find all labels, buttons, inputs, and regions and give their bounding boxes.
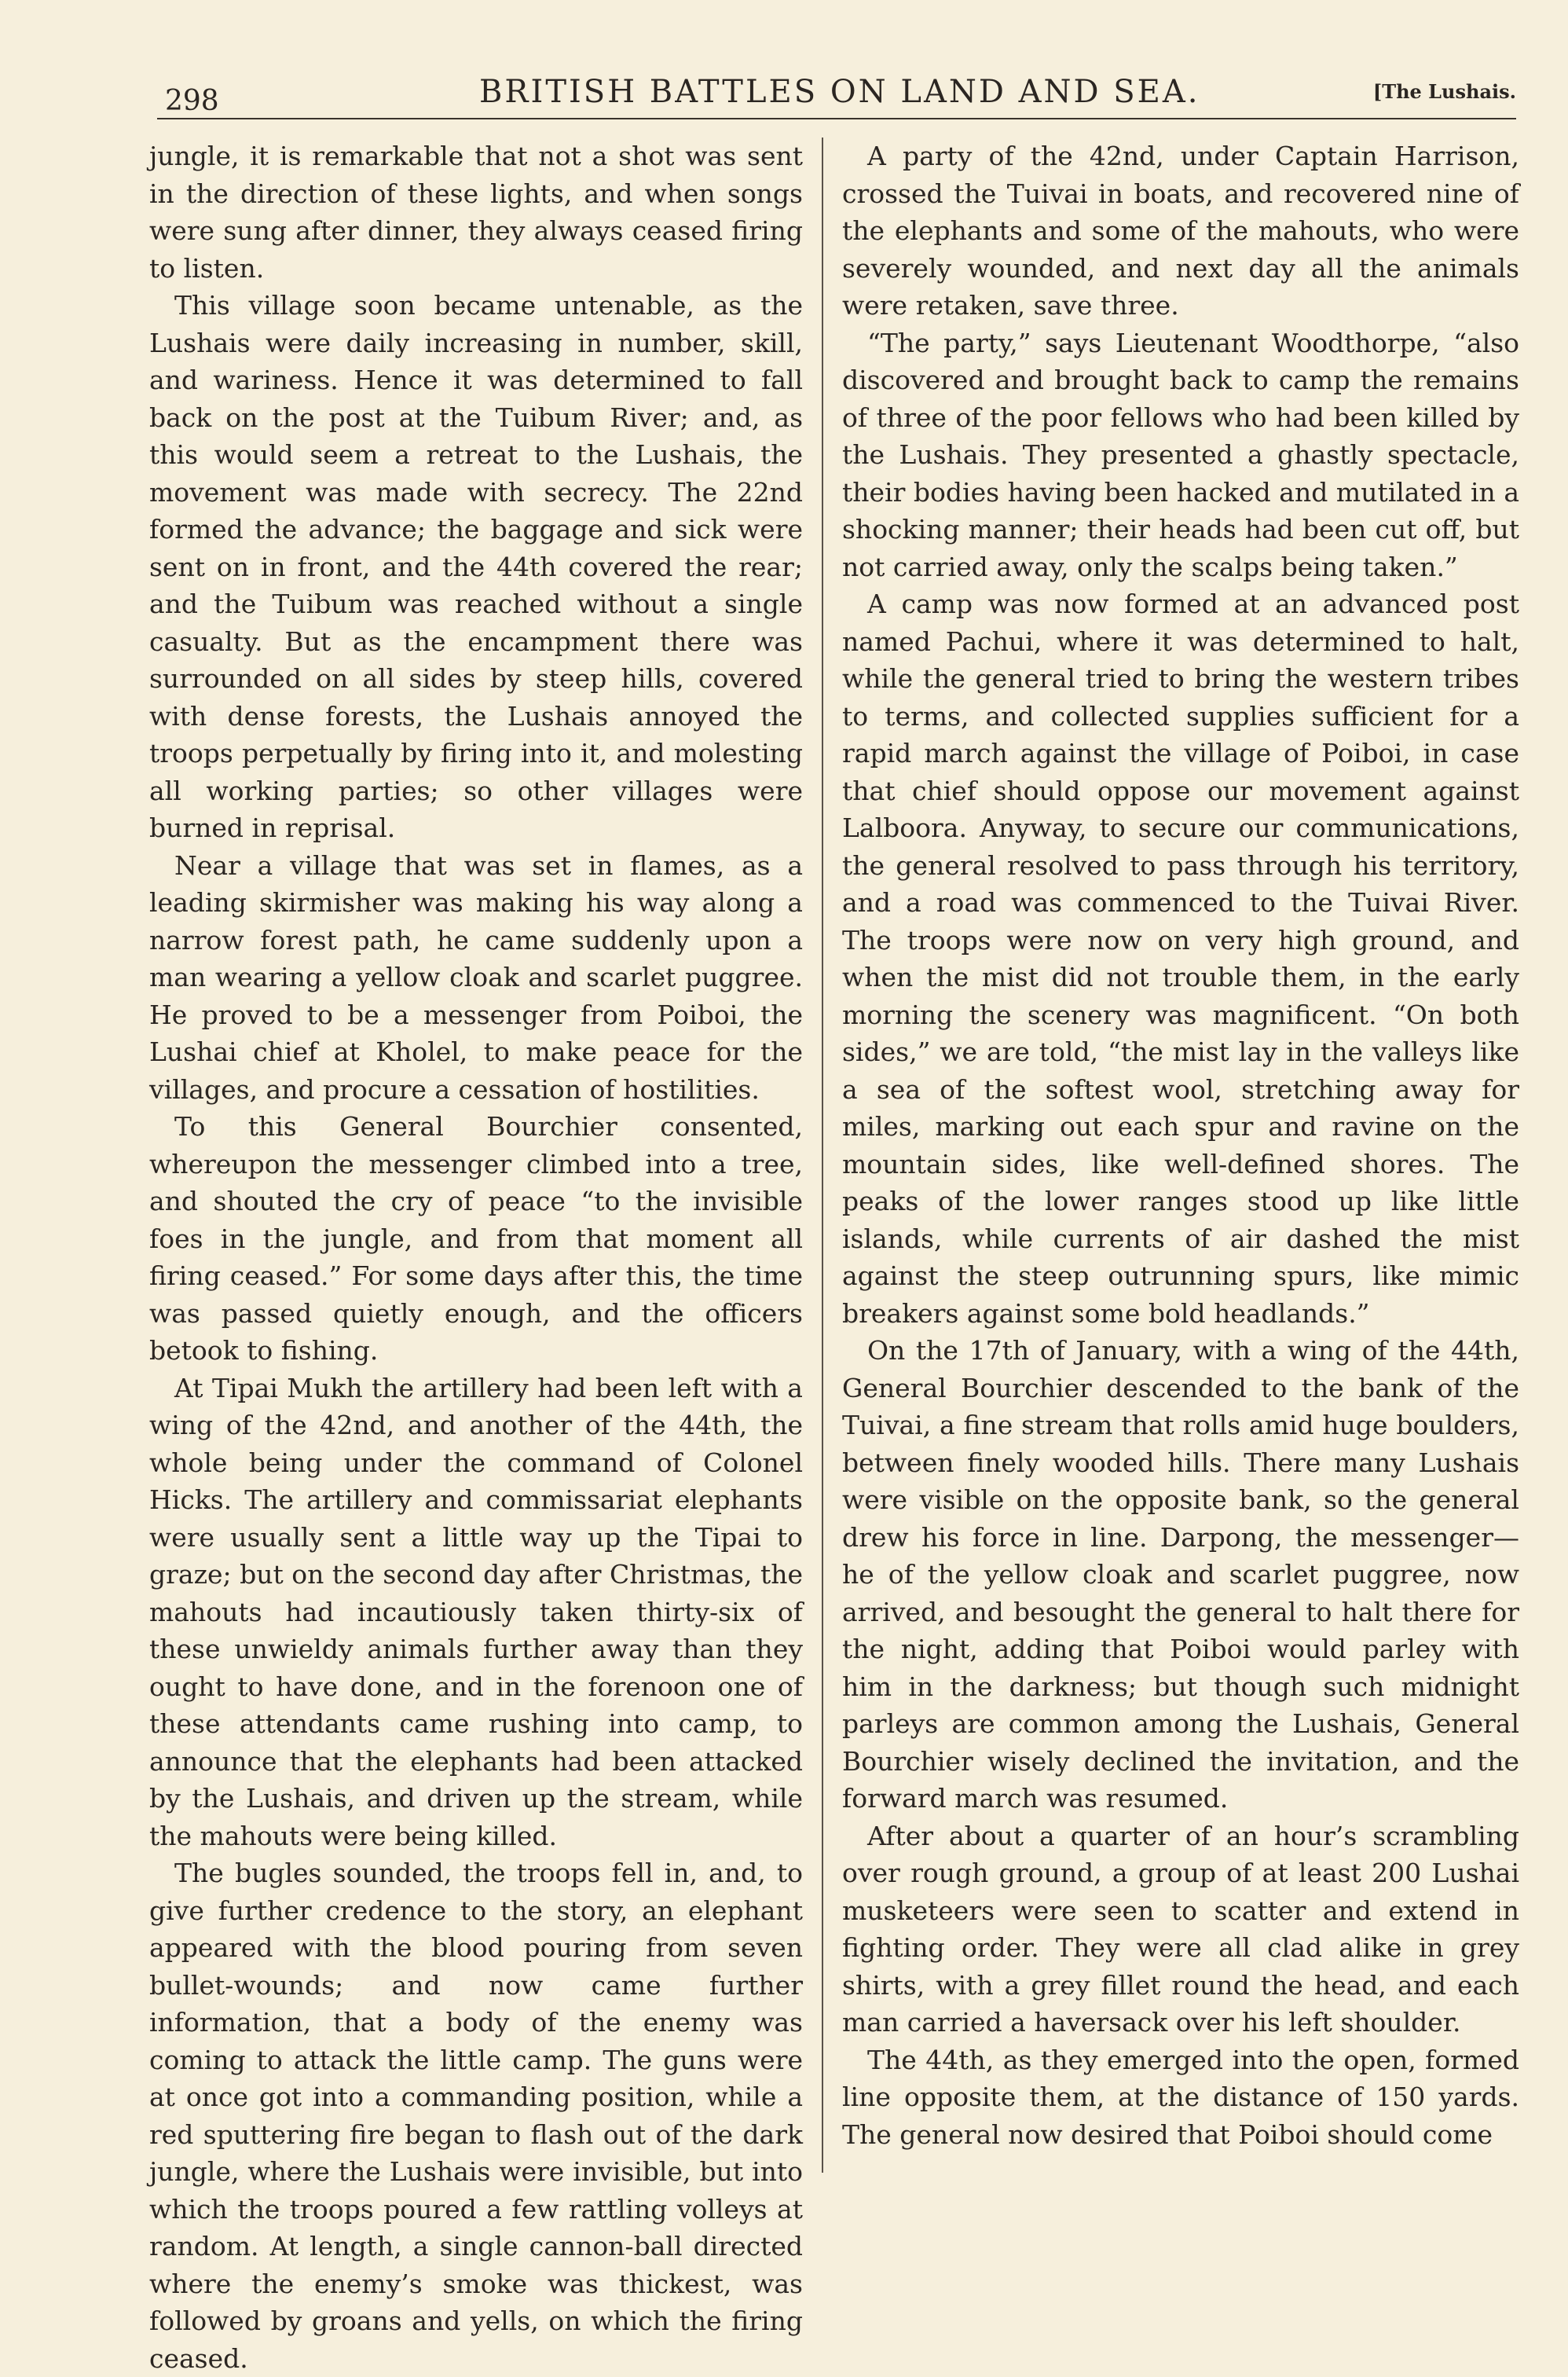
paragraph: On the 17th of January, with a wing of the 44th, General Bourchier descended to the bank of the Tuivai, a fine stream that rolls amid huge boulders, between finely wooded hills. There many Lushais were visible on the opposite bank, so the general drew his force in line. Darpong, the messenger—he of the yellow cloak and scarlet puggree, now arrived, and besought the general to halt there for the night, adding that Poiboi would parley with him in the darkness; but though such midnight parleys are common among the Lushais, General Bourchier wisely declined the invitation, and the forward march was resumed. xyxy=(842,1335,1519,1814)
paragraph: To this General Bourchier consented, whereupon the messenger climbed into a tree, and shouted the cry of peace “to the invisible foes in the jungle, and from that moment all firing ceased.” For some days after this, the time was passed quietly enough, and the officers betook to fishing. xyxy=(149,1111,803,1366)
paragraph: “The party,” says Lieutenant Woodthorpe, “also discovered and brought back to camp the remains of three of the poor fellows who had been killed by the Lushais. They presented a ghastly spectacle, their bodies having been hacked and mutilated in a shocking manner; their heads had been cut off, but not carried away, only the scalps being taken.” xyxy=(842,327,1519,582)
column-divider xyxy=(822,138,823,2173)
right-column xyxy=(842,138,1519,2181)
header-rule xyxy=(157,118,1516,119)
paragraph: After about a quarter of an hour’s scrambling over rough ground, a group of at least 200 Lushai musketeers were seen to scatter and extend in fighting order. They were all clad alike in grey shirts, with a grey fillet round the head, and each man carried a haversack over his left shoulder. xyxy=(842,1820,1519,2038)
paragraph: Near a village that was set in flames, as a leading skirmisher was making his way along a narrow forest path, he came suddenly upon a man wearing a yellow cloak and scarlet puggree. He proved to be a messenger from Poiboi, the Lushai chief at Kholel, to make peace for the villages, and procure a cessation of hostilities. xyxy=(149,849,803,1105)
left-column xyxy=(149,138,803,2374)
paragraph: This village soon became untenable, as the Lushais were daily increasing in number, skill, and wariness. Hence it was determined to fall back on the post at the Tuibum River; and, as this would seem a retreat to the Lushais, the movement was made with secrecy. The 22nd formed the advance; the baggage and sick were sent on in front, and the 44th covered the rear; and the Tuibum was reached without a single casualty. But as the encampment there was surrounded on all sides by steep hills, covered with dense forests, the Lushais annoyed the troops perpetually by firing into it, and molesting all working parties; so other villages were burned in reprisal. xyxy=(149,290,803,843)
section-tag: [The Lushais. xyxy=(1372,80,1516,103)
paragraph: A camp was now formed at an advanced post named Pachui, where it was determined to halt, while the general tried to bring the western tribes to terms, and collected supplies sufficient for a rapid march against the village of Poiboi, in case that chief should oppose our movement against Lalboora. Anyway, to secure our communications, the general resolved to pass through his territory, and a road was commenced to the Tuivai River. The troops were now on very high ground, and when the mist did not trouble them, in the early morning the scenery was magnificent. “On both sides,” we are told, “the mist lay in the valleys like a sea of the softest wool, stretching away for miles, marking out each spur and ravine on the mountain sides, like well-defined shores. The peaks of the lower ranges stood up like little islands, while currents of air dashed the mist against the steep outrunning spurs, like mimic breakers against some bold headlands.” xyxy=(842,589,1519,1329)
page-number: 298 xyxy=(165,85,219,117)
running-title: BRITISH BATTLES ON LAND AND SEA. xyxy=(479,74,1200,110)
paragraph: At Tipai Mukh the artillery had been left with a wing of the 42nd, and another of the 44th, the whole being under the command of Colonel Hicks. The artillery and commissariat elephants were usually sent a little way up the Tipai to graze; but on the second day after Christmas, the mahouts had incautiously taken thirty-six of these unwieldy animals further away than they ought to have done, and in the forenoon one of these attendants came rushing into camp, to announce that the elephants had been attacked by the Lushais, and driven up the stream, while the mahouts were being killed. xyxy=(149,1372,803,1851)
paragraph: A party of the 42nd, under Captain Harrison, crossed the Tuivai in boats, and recovered nine of the elephants and some of the mahouts, who were severely wounded, and next day all the animals were retaken, save three. xyxy=(842,141,1519,321)
paragraph: The 44th, as they emerged into the open, formed line opposite them, at the distance of 150 yards. The general now desired that Poiboi should come xyxy=(842,2044,1519,2150)
paragraph: The bugles sounded, the troops fell in, and, to give further credence to the story, an elephant appeared with the blood pouring from seven bullet-wounds; and now came further information, that a body of the enemy was coming to attack the little camp. The guns were at once got into a commanding position, while a red sputtering fire began to flash out of the dark jungle, where the Lushais were invisible, but into which the troops poured a few rattling volleys at random. At length, a single cannon-ball directed where the enemy’s smoke was thickest, was followed by groans and yells, on which the firing ceased. xyxy=(149,1858,803,2374)
paragraph: jungle, it is remarkable that not a shot was sent in the direction of these lights, and when songs were sung after dinner, they always ceased firing to listen. xyxy=(149,141,803,284)
page-header xyxy=(165,71,1516,118)
